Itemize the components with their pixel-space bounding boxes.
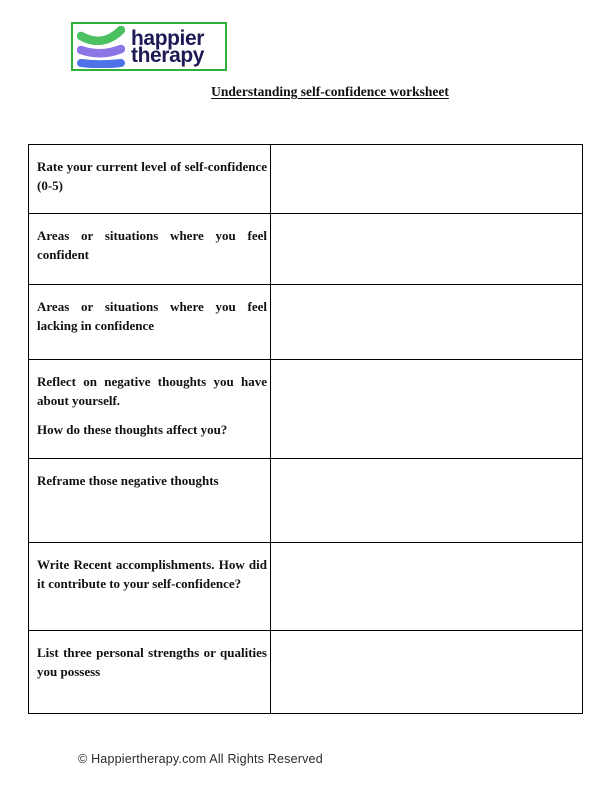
prompt-text: Rate your current level of self‑confidence (0‑5)	[37, 159, 267, 193]
prompt-text: Areas or situations where you feel confident	[37, 228, 267, 262]
prompt-cell	[29, 145, 271, 214]
table-row	[29, 543, 583, 631]
prompt-text: Reflect on negative thoughts you have about yourself.	[37, 374, 267, 408]
logo-line-2: therapy	[131, 43, 205, 67]
answer-cell[interactable]	[271, 360, 583, 459]
answer-cell[interactable]	[271, 543, 583, 631]
answer-cell[interactable]	[271, 631, 583, 714]
table-row	[29, 285, 583, 360]
worksheet-title: Understanding self-confidence worksheet	[211, 84, 449, 99]
answer-cell[interactable]	[271, 145, 583, 214]
table-row	[29, 459, 583, 543]
prompt-cell	[29, 214, 271, 285]
prompt-text: List three personal strengths or qualities you possess	[37, 645, 267, 679]
prompt-text: How do these thoughts affect you?	[37, 422, 228, 437]
table-row	[29, 360, 583, 459]
logo-arcs-icon	[77, 26, 125, 68]
table-row	[29, 631, 583, 714]
prompt-cell	[29, 631, 271, 714]
prompt-cell	[29, 360, 271, 459]
table-row	[29, 145, 583, 214]
table-row	[29, 214, 583, 285]
prompt-text: Write Recent accomplishments. How did it contribute to your self‑confidence?	[37, 557, 267, 591]
prompt-text: Reframe those negative thoughts	[37, 473, 219, 488]
answer-cell[interactable]	[271, 459, 583, 543]
logo-wordmark	[131, 26, 205, 67]
worksheet-table	[28, 144, 583, 714]
prompt-cell	[29, 459, 271, 543]
prompt-cell	[29, 285, 271, 360]
answer-cell[interactable]	[271, 285, 583, 360]
copyright-footer: © Happiertherapy.com All Rights Reserved	[78, 752, 323, 766]
answer-cell[interactable]	[271, 214, 583, 285]
prompt-text: Areas or situations where you feel lacking in confidence	[37, 299, 267, 333]
logo-line-1: happier	[131, 26, 205, 50]
prompt-cell	[29, 543, 271, 631]
happier-therapy-logo	[71, 22, 227, 71]
